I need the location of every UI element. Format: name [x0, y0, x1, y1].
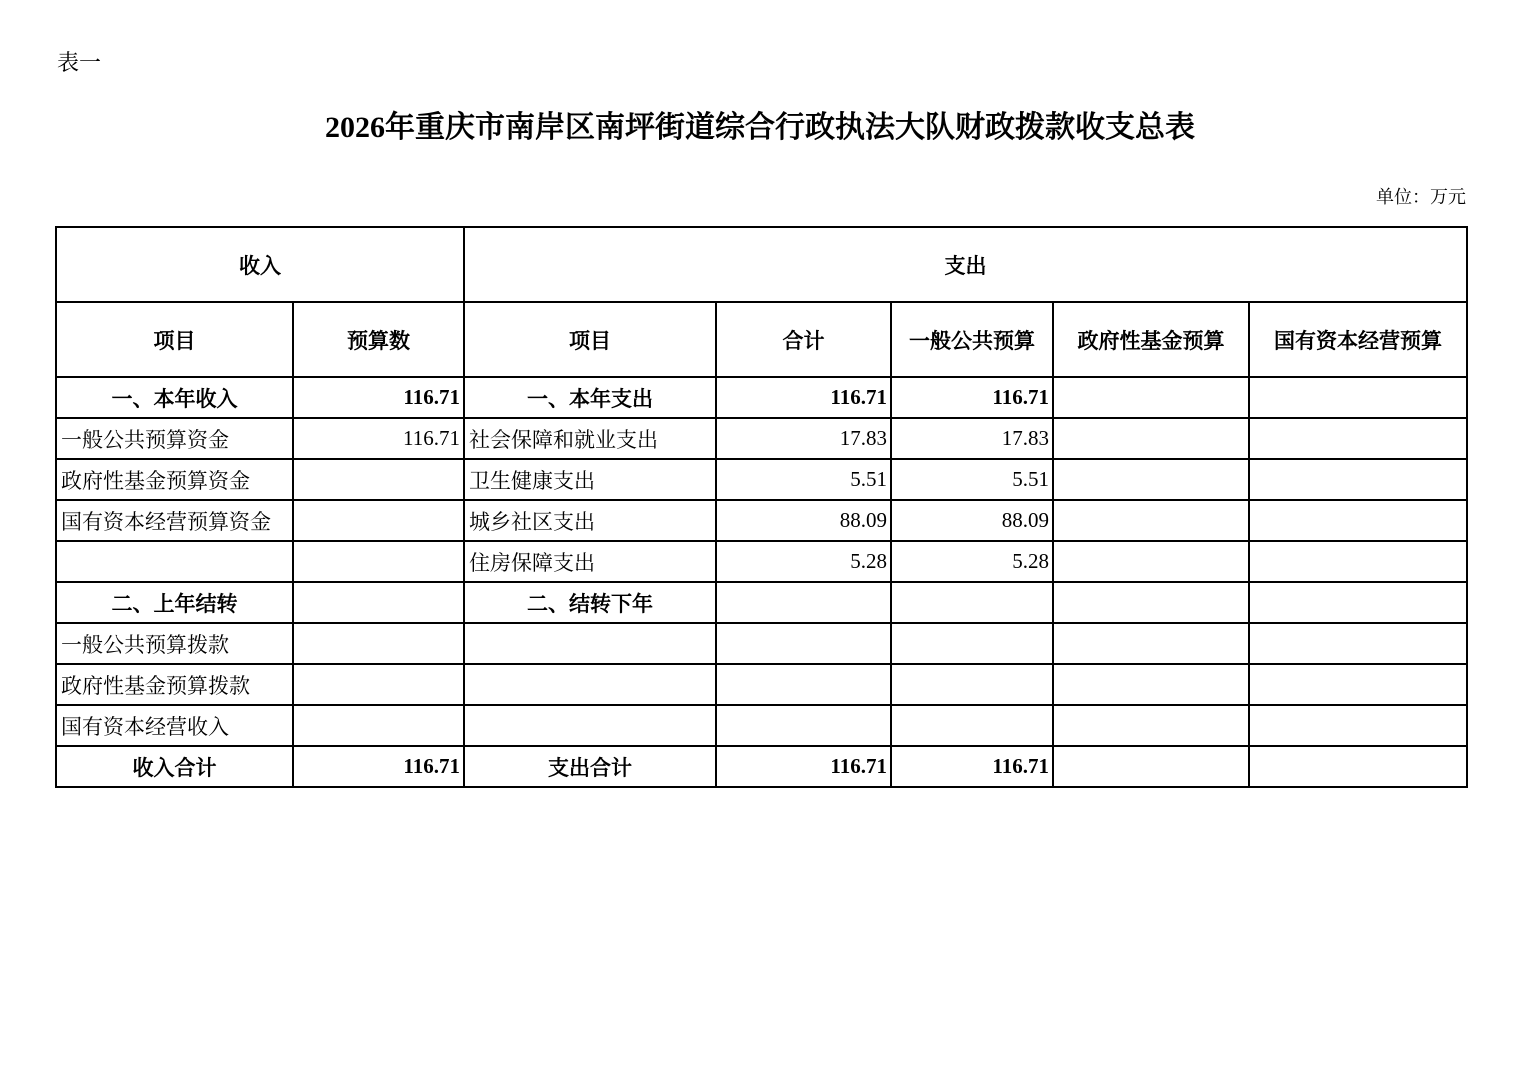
table-row — [56, 705, 1467, 746]
value-cell — [1053, 582, 1249, 623]
table-row — [56, 418, 1467, 459]
page-title: 2026年重庆市南岸区南坪街道综合行政执法大队财政拨款收支总表 — [325, 111, 1195, 144]
group-header-expenditure: 支出 — [464, 227, 1467, 302]
value-cell — [716, 623, 891, 664]
column-header-general-public-budget: 一般公共预算 — [891, 302, 1053, 377]
table-row — [56, 541, 1467, 582]
value-cell — [891, 664, 1053, 705]
value-cell — [293, 500, 464, 541]
budget-table — [55, 226, 1468, 788]
item-cell: 社会保障和就业支出 — [464, 418, 716, 459]
value-cell — [1053, 377, 1249, 418]
value-cell — [891, 623, 1053, 664]
value-cell — [1053, 418, 1249, 459]
table-row — [56, 582, 1467, 623]
value-cell: 116.71 — [293, 377, 464, 418]
table-number-label: 表一 — [57, 50, 102, 75]
value-cell — [1249, 582, 1467, 623]
value-cell — [1249, 746, 1467, 787]
item-cell: 住房保障支出 — [464, 541, 716, 582]
item-cell: 一、本年支出 — [464, 377, 716, 418]
item-cell: 国有资本经营预算资金 — [56, 500, 293, 541]
column-header-budget-amount: 预算数 — [293, 302, 464, 377]
table-body — [56, 377, 1467, 787]
item-cell — [56, 541, 293, 582]
item-cell: 城乡社区支出 — [464, 500, 716, 541]
item-cell: 政府性基金预算资金 — [56, 459, 293, 500]
group-header-income: 收入 — [56, 227, 464, 302]
value-cell: 5.51 — [716, 459, 891, 500]
column-header-total: 合计 — [716, 302, 891, 377]
table-row — [56, 664, 1467, 705]
item-cell: 一般公共预算资金 — [56, 418, 293, 459]
value-cell — [1249, 664, 1467, 705]
value-cell — [1053, 705, 1249, 746]
item-cell — [464, 664, 716, 705]
value-cell — [716, 582, 891, 623]
column-header-govt-fund-budget: 政府性基金预算 — [1053, 302, 1249, 377]
value-cell — [1249, 541, 1467, 582]
value-cell — [891, 582, 1053, 623]
item-cell: 卫生健康支出 — [464, 459, 716, 500]
item-cell: 支出合计 — [464, 746, 716, 787]
value-cell — [293, 705, 464, 746]
value-cell — [716, 705, 891, 746]
column-header-row — [56, 302, 1467, 377]
item-cell — [464, 705, 716, 746]
value-cell: 116.71 — [716, 377, 891, 418]
item-cell: 二、结转下年 — [464, 582, 716, 623]
value-cell — [1249, 623, 1467, 664]
value-cell — [1249, 705, 1467, 746]
value-cell: 88.09 — [891, 500, 1053, 541]
item-cell — [464, 623, 716, 664]
table-row — [56, 459, 1467, 500]
value-cell: 116.71 — [293, 746, 464, 787]
value-cell: 17.83 — [716, 418, 891, 459]
value-cell — [1053, 664, 1249, 705]
item-cell: 二、上年结转 — [56, 582, 293, 623]
value-cell: 5.28 — [716, 541, 891, 582]
value-cell — [1053, 459, 1249, 500]
value-cell: 116.71 — [891, 746, 1053, 787]
item-cell: 国有资本经营收入 — [56, 705, 293, 746]
item-cell: 一、本年收入 — [56, 377, 293, 418]
value-cell — [1249, 500, 1467, 541]
value-cell: 88.09 — [716, 500, 891, 541]
value-cell — [293, 623, 464, 664]
value-cell — [293, 541, 464, 582]
value-cell: 17.83 — [891, 418, 1053, 459]
value-cell: 5.28 — [891, 541, 1053, 582]
item-cell: 政府性基金预算拨款 — [56, 664, 293, 705]
item-cell: 一般公共预算拨款 — [56, 623, 293, 664]
unit-note: 单位：万元 — [1376, 187, 1466, 207]
column-header-income-item: 项目 — [56, 302, 293, 377]
value-cell: 5.51 — [891, 459, 1053, 500]
value-cell — [1053, 541, 1249, 582]
value-cell — [891, 705, 1053, 746]
value-cell — [1249, 418, 1467, 459]
item-cell: 收入合计 — [56, 746, 293, 787]
value-cell — [1249, 459, 1467, 500]
column-header-state-capital-budget: 国有资本经营预算 — [1249, 302, 1467, 377]
value-cell — [293, 459, 464, 500]
value-cell: 116.71 — [716, 746, 891, 787]
column-header-expense-item: 项目 — [464, 302, 716, 377]
table-row — [56, 377, 1467, 418]
table-row — [56, 623, 1467, 664]
value-cell — [293, 664, 464, 705]
value-cell — [716, 664, 891, 705]
value-cell — [1053, 500, 1249, 541]
value-cell — [1053, 623, 1249, 664]
table-row — [56, 500, 1467, 541]
table-row — [56, 746, 1467, 787]
value-cell: 116.71 — [891, 377, 1053, 418]
group-header-row — [56, 227, 1467, 302]
value-cell: 116.71 — [293, 418, 464, 459]
value-cell — [293, 582, 464, 623]
value-cell — [1053, 746, 1249, 787]
value-cell — [1249, 377, 1467, 418]
